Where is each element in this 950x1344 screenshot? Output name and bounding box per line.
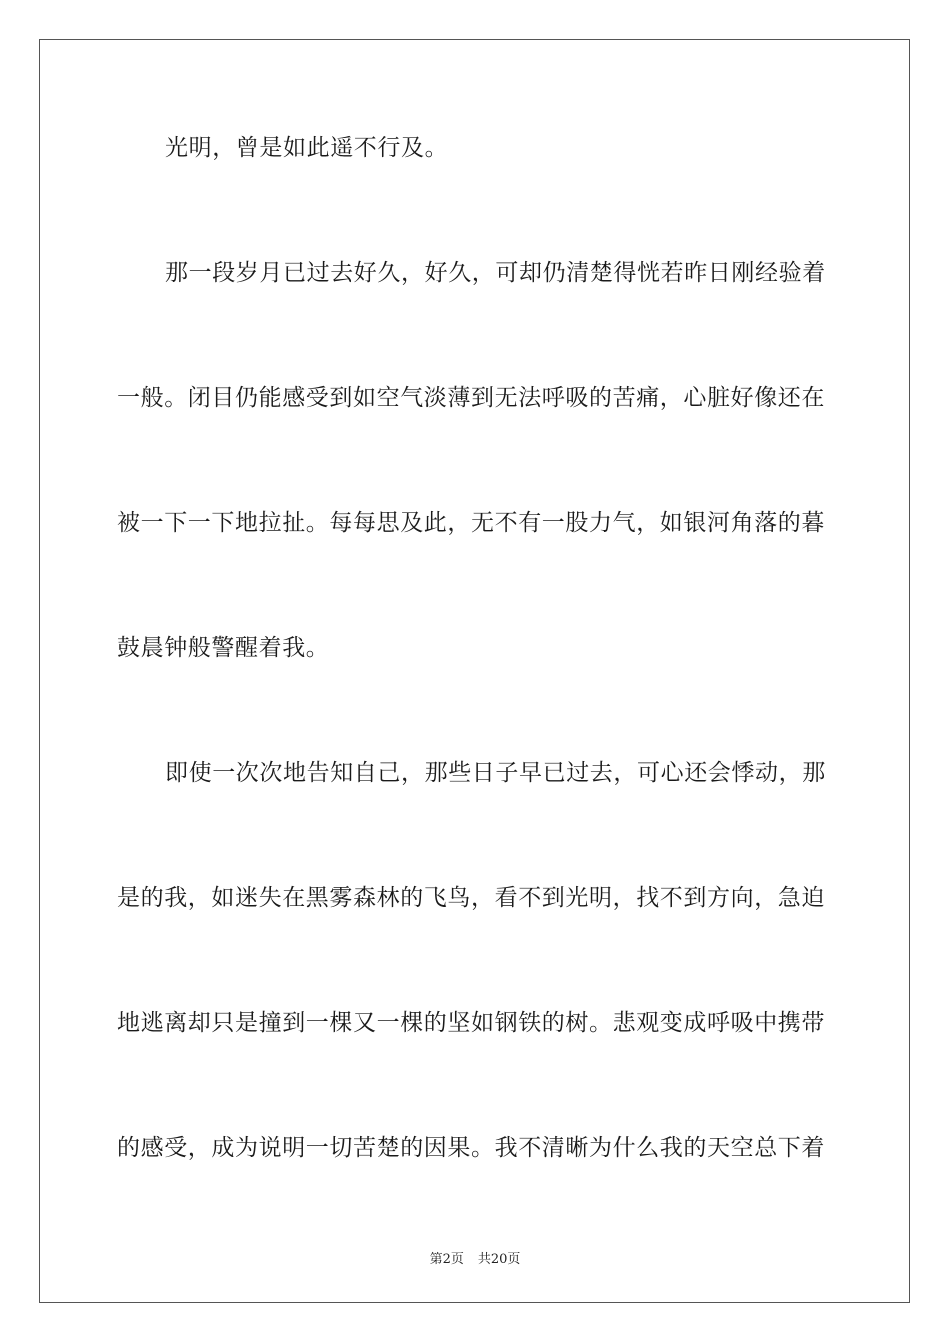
page-border [39,39,910,1303]
paragraph-3-line-2: 是的我，如迷失在黑雾森林的飞鸟，看不到光明，找不到方向，急迫 [117,885,825,911]
paragraph-2-line-1: 那一段岁月已过去好久，好久，可却仍清楚得恍若昨日刚经验着 [165,260,826,286]
page-number: 第2页 [429,1252,464,1267]
paragraph-3-line-3: 地逃离却只是撞到一棵又一棵的坚如钢铁的树。悲观变成呼吸中携带 [117,1010,825,1036]
page-total: 共20页 [477,1252,521,1267]
paragraph-2-line-2: 一般。闭目仍能感受到如空气淡薄到无法呼吸的苦痛，心脏好像还在 [117,385,825,411]
page-footer [0,1248,950,1267]
paragraph-3-line-1: 即使一次次地告知自己，那些日子早已过去，可心还会悸动，那 [165,760,826,786]
paragraph-3-line-4: 的感受，成为说明一切苦楚的因果。我不清晰为什么我的天空总下着 [117,1135,825,1161]
paragraph-2-line-3: 被一下一下地拉扯。每每思及此，无不有一股力气，如银河角落的暮 [117,510,825,536]
paragraph-2-line-4: 鼓晨钟般警醒着我。 [117,635,330,661]
paragraph-1-line-1: 光明，曾是如此遥不行及。 [165,135,449,161]
